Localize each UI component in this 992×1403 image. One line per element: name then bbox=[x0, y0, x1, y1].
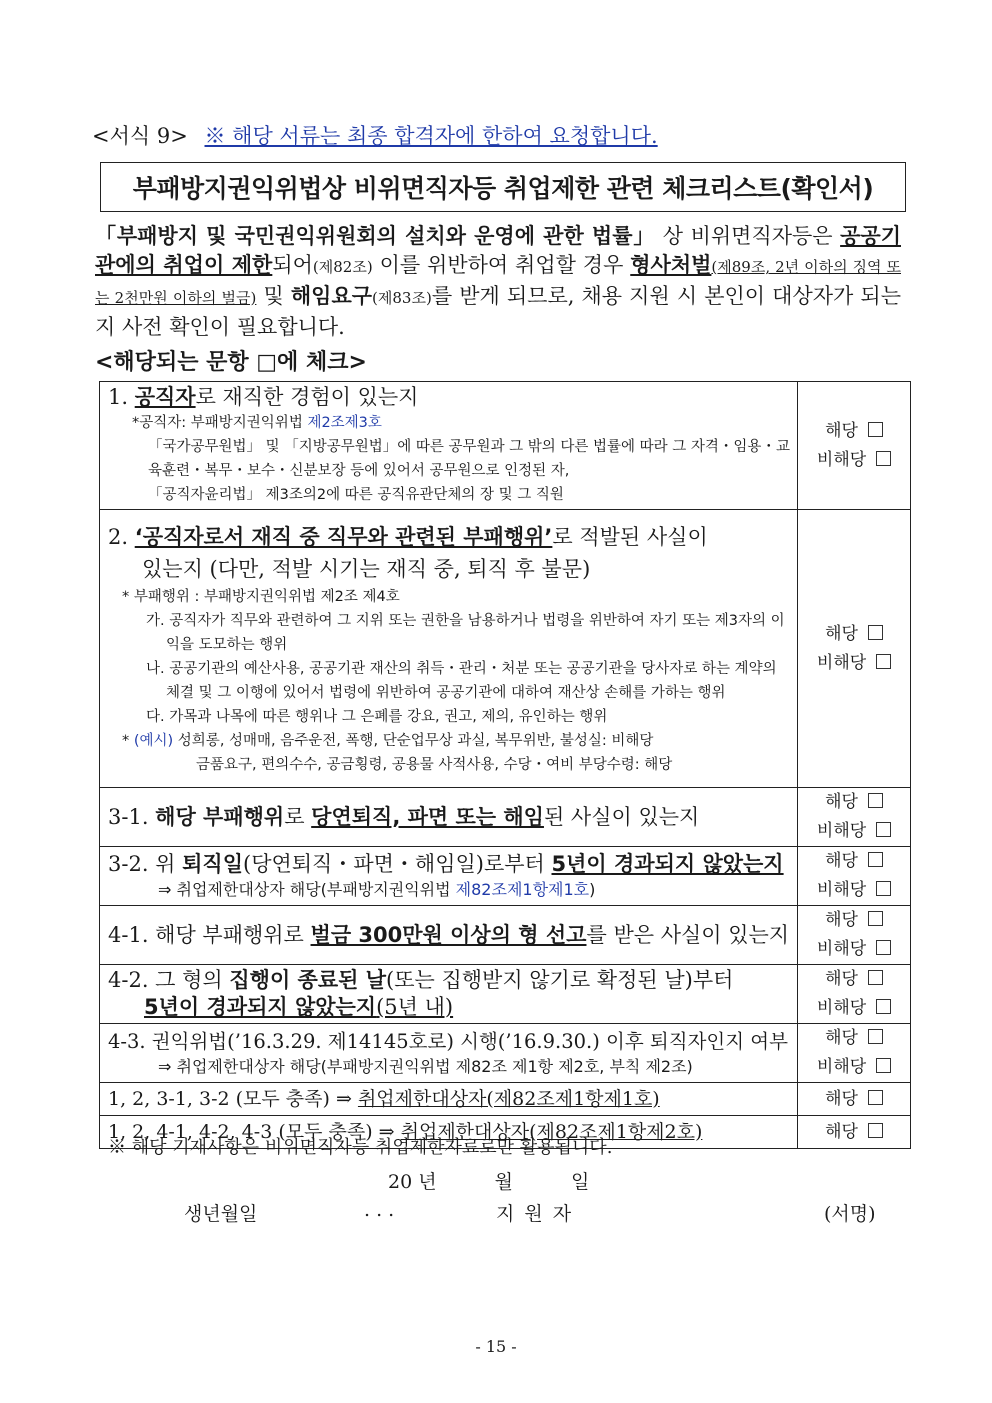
law-name: 「부패방지 및 국민권익위원회의 설치와 운영에 관한 법률」 bbox=[95, 224, 656, 248]
birthdate-field[interactable]: . . . bbox=[364, 1199, 395, 1221]
q2-sub-1: * 부패행위 : 부패방지권익위법 제2조 제4호 bbox=[122, 588, 400, 605]
q42-text-3: (5년 내) bbox=[376, 995, 454, 1019]
q31-keyword: 해당 부패행위 bbox=[155, 804, 285, 829]
signature-field[interactable]: (서명) bbox=[824, 1203, 876, 1225]
q2-text-2: 있는지 (다만, 적발 시기는 재직 중, 퇴직 후 불문) bbox=[142, 556, 591, 581]
employment-restriction-emphasis: 공공기관에의 취업이 제한 bbox=[95, 224, 901, 277]
q32-text-1: (당연퇴직・파면・해임일)로부터 bbox=[243, 851, 552, 876]
criminal-penalty-emphasis: 형사처벌 bbox=[630, 253, 712, 277]
option-label: 비해당 bbox=[816, 939, 867, 959]
option-not-applicable[interactable] bbox=[798, 446, 910, 475]
intro-text-3: 이를 위반하여 취업할 경우 bbox=[372, 253, 631, 277]
option-label: 비해당 bbox=[816, 821, 867, 841]
q32-keyword: 퇴직일 bbox=[182, 851, 243, 876]
date-year[interactable]: 20 년 bbox=[388, 1171, 437, 1193]
option-label: 비해당 bbox=[816, 998, 867, 1018]
checkbox[interactable] bbox=[868, 911, 883, 926]
option-label: 해당 bbox=[825, 1088, 858, 1109]
option-applicable[interactable] bbox=[798, 1118, 910, 1147]
checkbox[interactable] bbox=[868, 1123, 883, 1138]
usage-footnote: ※ 해당 기재사항은 비위면직자등 취업제한자료로만 활용됩니다. bbox=[108, 1137, 613, 1158]
question-4-2 bbox=[100, 965, 798, 1024]
option-not-applicable[interactable] bbox=[798, 876, 910, 905]
q1-sub-1: *공직자: 부패방지권익위법 bbox=[132, 415, 308, 431]
checkbox[interactable] bbox=[868, 970, 883, 985]
checkbox[interactable] bbox=[876, 999, 891, 1014]
page-number: - 15 - bbox=[475, 1337, 517, 1356]
q32-sub-1: ⇒ 취업제한대상자 해당(부패방지권익위법 bbox=[158, 879, 456, 899]
intro-text-5: 를 받게 되므로, 채용 지원 시 본인이 대상자가 되는지 사전 확인이 필요합니다. bbox=[95, 284, 901, 339]
intro-text-4: 및 bbox=[256, 284, 291, 308]
table-row bbox=[100, 847, 911, 906]
q2-keyword: ‘공직자로서 재직 중 직무와 관련된 부패행위’ bbox=[134, 524, 553, 549]
option-applicable[interactable] bbox=[798, 620, 910, 649]
option-applicable[interactable] bbox=[798, 1024, 910, 1053]
q32-number: 3-2. 위 bbox=[108, 851, 183, 876]
option-not-applicable[interactable] bbox=[798, 649, 910, 678]
check-instruction-heading: <해당되는 문항 □에 체크> bbox=[95, 350, 367, 375]
option-not-applicable[interactable] bbox=[798, 994, 910, 1023]
q2-text: 로 적발된 사실이 bbox=[552, 524, 708, 549]
checkbox[interactable] bbox=[876, 654, 891, 669]
q1-sub-2: 「국가공무원법」 및 「지방공무원법」에 따른 공무원과 그 밖의 다른 법률에 따라 그 자격・임용・교육훈련・복무・보수・신분보장 등에 있어서 공무원으로 인정된 자, bbox=[148, 439, 790, 479]
q32-emphasis: 5년이 경과되지 않았는지 bbox=[551, 851, 784, 876]
q2-sub-ga: 가. 공직자가 직무와 관련하여 그 지위 또는 권한을 남용하거나 법령을 위반하여 자기 또는 제3자의 이익을 도모하는 행위 bbox=[146, 612, 785, 653]
option-applicable[interactable] bbox=[798, 965, 910, 994]
q42-options bbox=[798, 965, 911, 1024]
final-applicant-note: ※ 해당 서류는 최종 합격자에 한하여 요청합니다. bbox=[204, 124, 658, 148]
q31-options bbox=[798, 788, 911, 847]
summary-1-options bbox=[798, 1083, 911, 1116]
option-label: 해당 bbox=[825, 420, 858, 441]
option-label: 해당 bbox=[825, 623, 858, 644]
option-label: 비해당 bbox=[816, 880, 867, 900]
table-row bbox=[100, 382, 911, 510]
q32-options bbox=[798, 847, 911, 906]
q31-text-2: 된 사실이 있는지 bbox=[543, 804, 700, 829]
summary-2-options bbox=[798, 1116, 911, 1149]
option-applicable[interactable] bbox=[798, 906, 910, 935]
q42-emphasis: 5년이 경과되지 않았는지 bbox=[144, 995, 377, 1019]
q1-sub-3: 「공직자윤리법」 제3조의2에 따른 공직유관단체의 장 및 그 직원 bbox=[148, 487, 564, 503]
summary-1 bbox=[100, 1083, 798, 1116]
table-row bbox=[100, 1083, 911, 1116]
question-1 bbox=[100, 382, 798, 510]
checkbox[interactable] bbox=[876, 451, 891, 466]
q2-example-star: * bbox=[122, 732, 134, 749]
q2-example-nonapplicable: 성희롱, 성매매, 음주운전, 폭행, 단순업무상 과실, 복무위반, 불성실: 비해당 bbox=[173, 732, 654, 749]
checklist-table bbox=[99, 381, 911, 1149]
summary-2-condition: 1, 2, 4-1, 4-2, 4-3 (모두 충족) ⇒ bbox=[108, 1120, 401, 1143]
article-82-ref: (제82조) bbox=[312, 258, 373, 276]
q1-number: 1. bbox=[108, 385, 135, 409]
q31-text-1: 로 bbox=[284, 804, 312, 829]
table-row bbox=[100, 1024, 911, 1083]
date-line bbox=[388, 1167, 647, 1194]
applicant-label: 지원자 bbox=[496, 1203, 582, 1225]
option-label: 해당 bbox=[825, 969, 858, 989]
checkbox[interactable] bbox=[868, 625, 883, 640]
checkbox[interactable] bbox=[868, 1090, 883, 1105]
option-applicable[interactable] bbox=[798, 788, 910, 817]
q1-keyword: 공직자 bbox=[134, 385, 196, 409]
checkbox[interactable] bbox=[876, 881, 891, 896]
question-4-3 bbox=[100, 1024, 798, 1083]
q42-keyword: 집행이 종료된 날 bbox=[229, 968, 387, 992]
q2-example-applicable: 금품요구, 편의수수, 공금횡령, 공용물 사적사용, 수당・여비 부당수령: 해당 bbox=[196, 756, 673, 773]
option-label: 비해당 bbox=[816, 449, 867, 470]
q31-number: 3-1. bbox=[108, 804, 156, 829]
option-label: 해당 bbox=[825, 792, 858, 812]
question-3-2 bbox=[100, 847, 798, 906]
document-title-box bbox=[100, 162, 906, 212]
checkbox[interactable] bbox=[868, 793, 883, 808]
q43-options bbox=[798, 1024, 911, 1083]
q2-options bbox=[798, 510, 911, 788]
summary-1-condition: 1, 2, 3-1, 3-2 (모두 충족) ⇒ bbox=[108, 1087, 358, 1110]
table-row bbox=[100, 906, 911, 965]
checkbox[interactable] bbox=[876, 940, 891, 955]
question-2 bbox=[100, 510, 798, 788]
option-label: 해당 bbox=[825, 1121, 858, 1142]
q1-text: 로 재직한 경험이 있는지 bbox=[195, 385, 419, 409]
dismissal-request-emphasis: 해임요구 bbox=[290, 284, 373, 308]
option-applicable[interactable] bbox=[798, 1085, 910, 1114]
summary-1-result: 취업제한대상자(제82조제1항제1호) bbox=[357, 1087, 660, 1110]
date-day[interactable]: 일 bbox=[570, 1171, 590, 1193]
q42-text-1: 4-2. 그 형의 bbox=[108, 968, 230, 992]
q43-sub: ⇒ 취업제한대상자 해당(부패방지권익위법 제82조 제1항 제2호, 부칙 제2조) bbox=[158, 1056, 693, 1076]
document-title: 부패방지권익위법상 비위면직자등 취업제한 관련 체크리스트(확인서) bbox=[132, 174, 874, 203]
q2-sub-da: 다. 가목과 나목에 따른 행위나 그 은폐를 강요, 권고, 제의, 유인하는 행위 bbox=[146, 708, 608, 725]
checkbox[interactable] bbox=[876, 1058, 891, 1073]
option-applicable[interactable] bbox=[798, 417, 910, 446]
q1-sub-1-ref: 제2조제3호 bbox=[307, 415, 382, 431]
q2-sub-na: 나. 공공기관의 예산사용, 공공기관 재산의 취득・관리・처분 또는 공공기관을 당사자로 하는 계약의 체결 및 그 이행에 있어서 법령에 위반하여 공공기관에 대하여 재산상 손해를 가하는 행위 bbox=[146, 660, 777, 701]
q31-emphasis: 당연퇴직, 파면 또는 해임 bbox=[311, 804, 544, 829]
option-applicable[interactable] bbox=[798, 847, 910, 876]
checkbox[interactable] bbox=[868, 852, 883, 867]
option-label: 해당 bbox=[825, 1028, 858, 1048]
birthdate-label: 생년월일 bbox=[184, 1203, 258, 1225]
q2-example-label: (예시) bbox=[133, 732, 174, 749]
q32-sub-close: ) bbox=[589, 879, 596, 899]
intro-text-2: 되어 bbox=[272, 253, 313, 277]
option-not-applicable[interactable] bbox=[798, 817, 910, 846]
option-label: 해당 bbox=[825, 851, 858, 871]
option-label: 해당 bbox=[825, 910, 858, 930]
option-not-applicable[interactable] bbox=[798, 1053, 910, 1082]
summary-2-result: 취업제한대상자(제82조제1항제2호) bbox=[400, 1120, 703, 1143]
q32-sub-ref: 제82조제1항제1호 bbox=[455, 879, 590, 899]
table-row bbox=[100, 510, 911, 788]
checkbox[interactable] bbox=[876, 822, 891, 837]
table-row bbox=[100, 788, 911, 847]
question-3-1 bbox=[100, 788, 798, 847]
table-row bbox=[100, 965, 911, 1024]
q42-text-2: (또는 집행받지 않기로 확정된 날)부터 bbox=[386, 968, 734, 992]
checkbox[interactable] bbox=[868, 422, 883, 437]
option-label: 비해당 bbox=[816, 652, 867, 673]
q1-options bbox=[798, 382, 911, 510]
article-83-ref: (제83조) bbox=[372, 289, 432, 307]
checkbox[interactable] bbox=[868, 1029, 883, 1044]
form-number-label: <서식 9> bbox=[92, 124, 188, 148]
q41-text-1: 4-1. 해당 부패행위로 bbox=[108, 922, 311, 947]
q2-number: 2. bbox=[108, 524, 135, 549]
q41-text-2: 를 받은 사실이 있는지 bbox=[586, 922, 790, 947]
date-month[interactable]: 월 bbox=[494, 1171, 513, 1193]
q41-emphasis: 벌금 300만원 이상의 형 선고 bbox=[310, 922, 587, 947]
question-4-1 bbox=[100, 906, 798, 965]
option-label: 비해당 bbox=[816, 1057, 867, 1077]
option-not-applicable[interactable] bbox=[798, 935, 910, 964]
intro-paragraph bbox=[95, 222, 901, 342]
q43-text: 4-3. 권익위법(’16.3.29. 제14145호로) 시행(’16.9.30.) 이후 퇴직자인지 여부 bbox=[108, 1029, 788, 1053]
intro-text-1: 상 비위면직자등은 bbox=[655, 224, 841, 248]
form-number-line bbox=[92, 120, 658, 150]
q41-options bbox=[798, 906, 911, 965]
penalty-detail: (제89조, 2년 이하의 징역 또는 2천만원 이하의 벌금) bbox=[95, 258, 901, 307]
